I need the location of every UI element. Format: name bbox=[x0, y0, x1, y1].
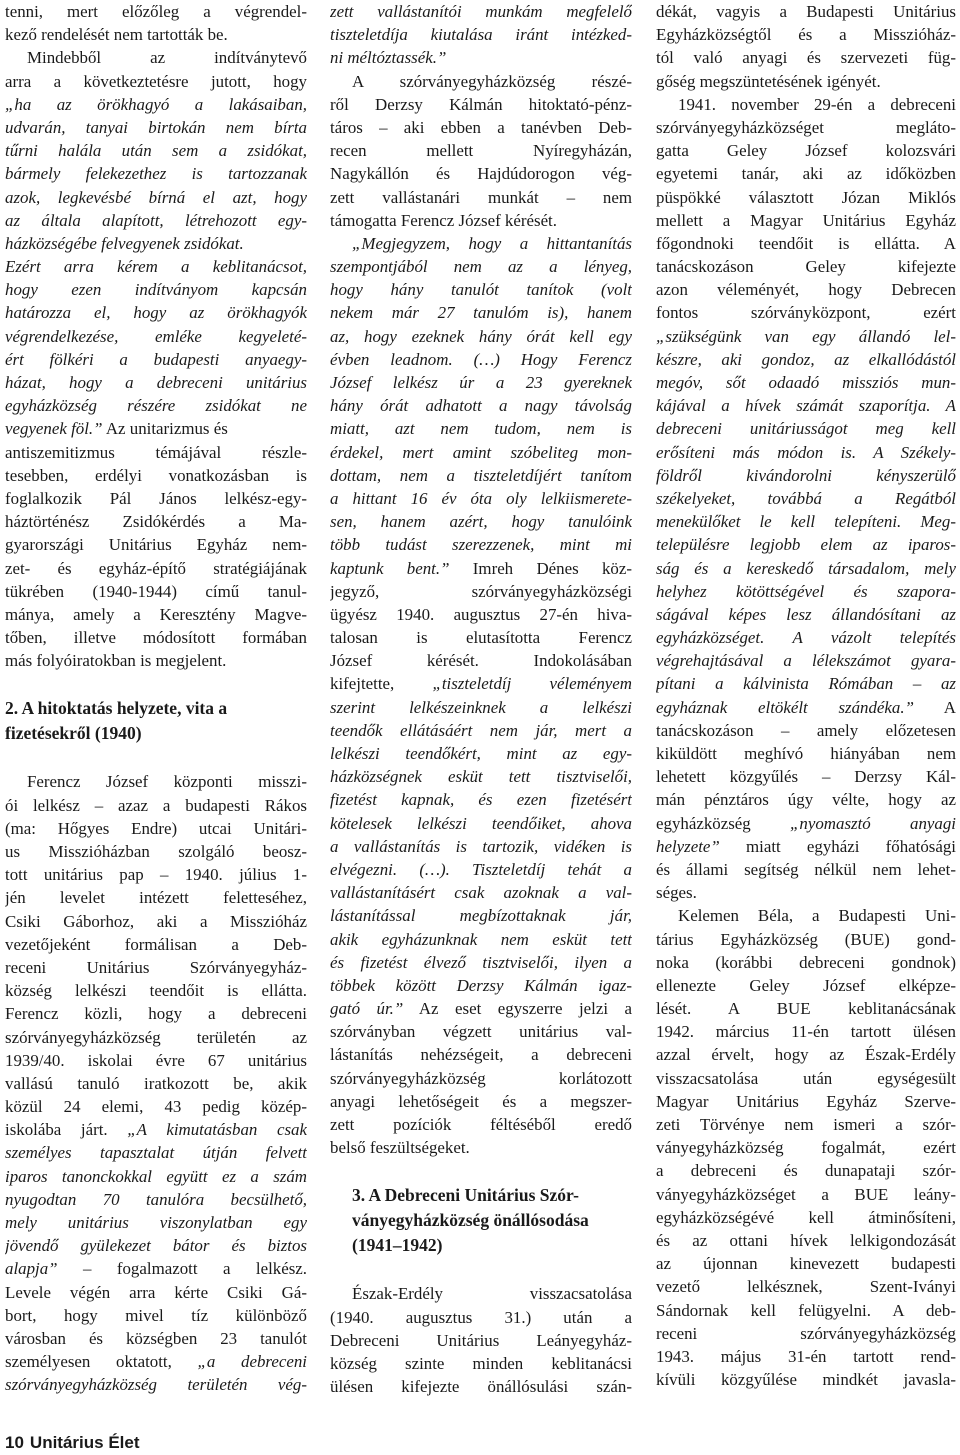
text-line: visszacsatolása után egységesült bbox=[656, 1068, 956, 1088]
text-line: tanácskozáson – amely előzetesen bbox=[656, 720, 956, 740]
quote-line: tűrni halála után sem a zsidókat, bbox=[5, 141, 307, 161]
section-heading-2-cont: fizetésekről (1940) bbox=[5, 723, 142, 744]
text-line: mán pénztáros úgy vélte, hogy az bbox=[656, 790, 956, 810]
quote-span: kaptunk bent.” bbox=[330, 558, 450, 578]
page-number: 10 bbox=[5, 1433, 24, 1452]
article-column-2 bbox=[330, 0, 632, 1398]
quote-line: házközségébe felvegyenek zsidókat. bbox=[5, 233, 244, 253]
text-line: azzal érvelt, hogy az Észak-Erdély bbox=[656, 1045, 956, 1065]
text-line: us Misszióházban szolgáló beosz- bbox=[5, 842, 307, 861]
text-line: Kelemen Béla, a Budapesti Uni- bbox=[678, 906, 956, 926]
text-line: zeti Törvénye nem ismeri a szór- bbox=[656, 1115, 956, 1134]
text-line: Nagykállón és Hajdúdorogon vég- bbox=[330, 164, 632, 184]
quote-span: alapja” bbox=[5, 1259, 58, 1279]
section-heading-3: 3. A Debreceni Unitárius Szór- bbox=[352, 1185, 579, 1206]
quote-line: debreceni unitáriusságot meg kell bbox=[656, 419, 956, 439]
text-line: táros – aki ebben a tanévben Deb- bbox=[330, 117, 632, 137]
text-line: szórványegyházközséget megláto- bbox=[656, 117, 956, 137]
text-line: tott unitárius pap – 1940. július 1- bbox=[5, 865, 307, 885]
quote-line: hogy hány tanulót tanítok (volt bbox=[330, 280, 632, 300]
quote-line: évben leadnom. (…) Hogy Ferencz bbox=[330, 349, 632, 369]
quote-line: miatt, azt nem tudom, nem is bbox=[330, 419, 632, 439]
text-span: – fogalmazott a lelkész. bbox=[57, 1259, 307, 1279]
quote-line: szerint lelkészeinknek a lelkészi bbox=[330, 697, 632, 717]
quote-line: többek között Derzsy Kálmán igaz- bbox=[330, 975, 632, 995]
page-footer bbox=[5, 1433, 140, 1453]
quote-line: szórványegyházközség területén vég- bbox=[5, 1375, 307, 1395]
text-line: más folyóiratokban is megjelent. bbox=[5, 651, 227, 671]
text-line: jegyző, szórványegyházközségi bbox=[330, 581, 632, 601]
quote-line: a hittant 16 év óta oly lelkiismerete- bbox=[330, 488, 632, 508]
text-line: gatta Geley József kolozsvári bbox=[656, 141, 956, 161]
text-line: azon véleményét, hogy Debrecen bbox=[656, 280, 956, 300]
quote-line: zett vallástanítói munkám megfelelő bbox=[330, 2, 632, 21]
text-line: szórványban végzett unitárius val- bbox=[330, 1022, 632, 1042]
text-line: arra a következtetésre jutott, hogy bbox=[5, 71, 307, 91]
text-line: noka (korábbi debreceni gondnok) bbox=[656, 952, 956, 972]
text-line: ről Derzsy Kálmán hitoktató-pénz- bbox=[330, 94, 632, 114]
text-line: vezető lelkésznek, Szent-Iványi bbox=[656, 1277, 956, 1297]
text-line: kező rendelését nem tartották be. bbox=[5, 25, 228, 45]
text-line: lehetett közgyűlés – Derzsy Kál- bbox=[656, 767, 956, 787]
article-column-3 bbox=[656, 0, 956, 1391]
text-span: miatt egyházi főhatósági bbox=[719, 836, 956, 856]
quote-line: vallástanításért csak azoknak a val- bbox=[330, 883, 632, 903]
text-line bbox=[330, 997, 632, 1020]
quote-span: egyháznak eltökélt szándéka.” bbox=[656, 697, 914, 717]
text-line: ói lelkész – azaz a budapesti Rákos bbox=[5, 795, 307, 815]
text-line: városban és községben 23 tanulót bbox=[5, 1328, 307, 1348]
text-line: Csiki Gáborhoz, aki a Misszióház bbox=[5, 911, 307, 931]
section-heading-2: 2. A hitoktatás helyzete, vita a bbox=[5, 698, 228, 719]
text-line: szórványegyházközség korlátozott bbox=[330, 1068, 632, 1088]
quote-line: dottam, nem a tiszteletdíjért tanítom bbox=[330, 465, 632, 485]
quote-line: szempontjából nem az a lényeg, bbox=[330, 257, 632, 277]
quote-line: elvégezni. (…). Tiszteletdíj tehát a bbox=[330, 859, 632, 879]
text-line: község szinte minden keblitanácsi bbox=[330, 1353, 632, 1373]
quote-line: azok, legkevésbé bírná el azt, hogy bbox=[5, 187, 307, 207]
quote-line: ságával képes lesz állandósítani az bbox=[656, 604, 956, 624]
text-line: ügyész 1940. augusztus 27-én hiva- bbox=[330, 604, 632, 624]
quote-line: nekem már 27 tanulóm is), hanem bbox=[330, 303, 632, 323]
quote-line: pítani a kálvinista Rómában – az bbox=[656, 674, 956, 694]
text-line bbox=[656, 696, 956, 719]
quote-line: készre, aki gondoz, az elkallódástól bbox=[656, 349, 956, 369]
quote-line: településre legjobb elem az iparos- bbox=[656, 535, 956, 555]
text-line: tőben, illetve módosított formában bbox=[5, 628, 307, 648]
quote-line: házközségnek esküt tett tisztviselői, bbox=[330, 767, 632, 787]
text-line bbox=[330, 672, 632, 695]
text-span: A bbox=[914, 697, 956, 717]
text-line: A szórványegyházközség részé- bbox=[352, 71, 632, 91]
text-line: lástanítás nehézségeit, a debreceni bbox=[330, 1045, 632, 1065]
quote-line: fizetést kapnak, és ezen fizetésért bbox=[330, 790, 632, 810]
quote-line: „Megjegyzem, hogy a hittantanítás bbox=[352, 233, 632, 253]
text-line: 1942. március 11-én tartott ülésen bbox=[656, 1022, 956, 1042]
text-span: személyesen oktatott, bbox=[5, 1352, 172, 1372]
text-line: (ma: Hőgyes Endre) utcai Unitári- bbox=[5, 818, 307, 838]
text-line: 1943. május 31-én tartott rend- bbox=[656, 1346, 956, 1366]
text-line: lését. A BUE keblitanácsának bbox=[656, 999, 956, 1019]
quote-line: személyes tapasztalat útján felvett bbox=[5, 1143, 307, 1163]
quote-line: lástanítással megbízottaknak jár, bbox=[330, 906, 632, 926]
quote-line: egyházközség részére zsidókat ne bbox=[5, 396, 307, 416]
text-line: közül 24 elemi, 43 pedig közép- bbox=[5, 1097, 307, 1117]
section-heading-3-cont: (1941–1942) bbox=[352, 1235, 443, 1256]
text-line: antiszemitizmus témájával részle- bbox=[5, 442, 307, 462]
text-line: mánya, amely a Keresztény Magve- bbox=[5, 604, 307, 624]
quote-line: „ha az örökhagyó a lakásaiban, bbox=[5, 94, 307, 114]
text-line: vezetőjeként formálisan a Deb- bbox=[5, 934, 307, 954]
quote-line: az, hogy ezeknek hány órát kell egy bbox=[330, 326, 632, 346]
text-line: egyházközségévé kell átminősíteni, bbox=[656, 1207, 956, 1227]
text-line: tól való anyagi és szervezeti füg- bbox=[656, 48, 956, 68]
text-line: és állami segítség nélkül nem lehet- bbox=[656, 859, 956, 879]
quote-line: kájával a hívek számát szaporítja. A bbox=[656, 396, 956, 416]
text-line: séges. bbox=[656, 883, 697, 903]
text-span: Az unitarizmus és bbox=[102, 419, 228, 439]
quote-line: ért fölkéri a budapesti anyaegy- bbox=[5, 349, 307, 369]
text-line: Ferencz József központi misszi- bbox=[27, 772, 307, 792]
text-span: Imreh Dénes köz- bbox=[449, 558, 632, 578]
text-line bbox=[330, 557, 632, 580]
text-line: tesebben, erdélyi vonatkozásban is bbox=[5, 465, 307, 485]
text-line: Észak-Erdély visszacsatolása bbox=[352, 1284, 632, 1304]
quote-line: jövendő gyülekezet bátor és biztos bbox=[5, 1236, 307, 1256]
text-line: támogatta Ferencz József kérését. bbox=[330, 210, 557, 230]
quote-line: hogy ezen indítványom kapcsán bbox=[5, 280, 307, 300]
quote-line: egyházközséget. A vázolt telepítés bbox=[656, 628, 956, 648]
quote-line: ni méltóztassék.” bbox=[330, 48, 447, 68]
quote-line: lelkészi teendőkért, mint az egy- bbox=[330, 744, 632, 763]
text-line: zett pozíciók féltéséből eredő bbox=[330, 1115, 632, 1134]
text-line: foglalkozik Pál János lelkész-egy- bbox=[5, 488, 307, 508]
journal-name: Unitárius Élet bbox=[29, 1433, 140, 1452]
quote-line: nyugodtan 70 tanulóra becsülhető, bbox=[5, 1189, 307, 1209]
text-line: püspökké választott Józan Miklós bbox=[656, 187, 956, 207]
quote-line: érdekel, mert amint szóbeliteg mon- bbox=[330, 442, 632, 462]
quote-line: és fizetést élvező tisztviselői, ilyen a bbox=[330, 952, 632, 972]
text-line: vallású tanuló iratkozott be, akik bbox=[5, 1073, 307, 1093]
text-line: kiküldött meghívó hiányában nem bbox=[656, 744, 956, 763]
quote-line: több tudást szerezzenek, mint mi bbox=[330, 535, 632, 555]
text-line: ványegyházközséget a BUE leány- bbox=[656, 1184, 956, 1204]
quote-line: ság és a kereskedő társadalom, mely bbox=[656, 558, 956, 578]
quote-line: tiszteletdíja kiutalása iránt intézked- bbox=[330, 25, 632, 45]
quote-line: akik egyházunknak nem esküt tett bbox=[330, 929, 632, 949]
text-line: Debreceni Unitárius Leányegyház- bbox=[330, 1330, 632, 1350]
quote-line: határozza el, hogy az örökhagyók bbox=[5, 303, 307, 323]
text-line: ellenezte Geley József elképze- bbox=[656, 975, 956, 995]
quote-line: végrendelkezése, emléke kegyeleté- bbox=[5, 326, 307, 346]
quote-line: hány órát adhatott a nagy távolság bbox=[330, 396, 632, 416]
quote-span: „tiszteletdíj véleményem bbox=[394, 674, 632, 694]
text-line: zet- és egyház-építő stratégiájának bbox=[5, 558, 307, 578]
quote-line: udvarán, tanyai birtokán nem bírta bbox=[5, 117, 307, 137]
quote-line: Ezért arra kérem a keblitanácsot, bbox=[5, 257, 307, 277]
text-line: gőség megszüntetésének igényét. bbox=[656, 71, 881, 91]
text-line: Levele végén arra kérte Csiki Gá- bbox=[5, 1282, 307, 1302]
quote-span: vegyenek föl.” bbox=[5, 419, 103, 439]
quote-line: „szükségünk van egy állandó lel- bbox=[656, 326, 956, 346]
quote-line: földről kivándorolni kényszerülő bbox=[656, 465, 956, 485]
text-line: gyarországi Unitárius Egyház nem- bbox=[5, 535, 307, 555]
quote-line: iparos tanonckokkal együtt ez a szám bbox=[5, 1166, 307, 1186]
text-line: bort, hogy mivel tíz különböző bbox=[5, 1305, 307, 1325]
text-line: jén levelet intézett feletteséhez, bbox=[5, 888, 307, 908]
text-line: Egyházközségtől és a Misszióház- bbox=[656, 25, 956, 45]
text-line: belső feszültségeket. bbox=[330, 1138, 470, 1158]
text-line: ványegyházközség fogalmát, ezért bbox=[656, 1138, 956, 1158]
text-line: szórványegyházközség területén az bbox=[5, 1027, 307, 1047]
text-line: egyetemi tanár, aki az időközben bbox=[656, 164, 956, 184]
text-line: Mindebből az indítványtevő bbox=[27, 48, 307, 68]
text-line bbox=[5, 1118, 307, 1141]
quote-line: mely unitárius viszonylatban egy bbox=[5, 1213, 307, 1232]
quote-span: helyzete” bbox=[656, 836, 720, 856]
text-line: ülésen kifejezte önállósulási szán- bbox=[330, 1377, 632, 1397]
text-line: község lelkészi teendőit is ellátta. bbox=[5, 981, 307, 1001]
quote-line: helyhez kötöttségével és szapora- bbox=[656, 581, 956, 601]
quote-line: teendők ellátásáért nem jár, mert a bbox=[330, 720, 632, 740]
text-line: receni Unitárius Szórványegyház- bbox=[5, 957, 307, 977]
quote-line: székelyeket, továbbá a Regátból bbox=[656, 488, 956, 508]
text-line: Magyar Unitárius Egyház Szerve- bbox=[656, 1091, 956, 1111]
text-line: fontos szórványközpont, ezért bbox=[656, 303, 956, 323]
text-line: kívüli közgyűlése mindkét javasla- bbox=[656, 1370, 956, 1390]
section-heading-3-cont: ványegyházközség önállósodása bbox=[352, 1210, 589, 1231]
text-line: tenni, mert előzőleg a végrendel- bbox=[5, 2, 307, 21]
quote-line: bármely felekezethez is tartozzanak bbox=[5, 164, 307, 184]
text-line: tárius Egyházközség (BUE) gond- bbox=[656, 929, 956, 949]
text-line: 1939/40. iskolai évre 67 unitárius bbox=[5, 1050, 307, 1070]
text-line: háztörténész Zsidókérdés a Ma- bbox=[5, 512, 307, 532]
text-line: mellett a Magyar Unitárius Egyház bbox=[656, 210, 956, 230]
text-line: Ferencz közli, hogy a debreceni bbox=[5, 1004, 307, 1024]
text-line bbox=[656, 812, 956, 835]
text-line bbox=[656, 835, 956, 858]
text-line: tanácskozáson Geley kifejezte bbox=[656, 257, 956, 277]
quote-line: József lelkész úr a 23 gyereknek bbox=[330, 373, 632, 392]
text-line: Sándornak kell felügyelni. A deb- bbox=[656, 1300, 956, 1320]
quote-span: „nyomasztó anyagi bbox=[750, 813, 956, 833]
text-line: recen mellett Nyíregyházán, bbox=[330, 141, 632, 161]
quote-line: a vallástanítás is tartozik, vidéken is bbox=[330, 836, 632, 856]
text-line: talosan is elutasította Ferencz bbox=[330, 628, 632, 648]
text-span: iskolába járt. bbox=[5, 1120, 108, 1140]
quote-line: kötelesek lelkészi teendőiket, ahova bbox=[330, 813, 632, 833]
text-span: kifejtette, bbox=[330, 674, 395, 694]
quote-line: az általa alapított, létrehozott egy- bbox=[5, 210, 307, 230]
text-line: (1940. augusztus 31.) után a bbox=[330, 1307, 632, 1327]
text-line: zett vallástanári munkát – nem bbox=[330, 187, 632, 207]
quote-line: végrehajtásával a lélekszámot gyara- bbox=[656, 651, 956, 671]
text-line: a debreceni és dunapataji szór- bbox=[656, 1161, 956, 1181]
text-line: főgondnoki teendőit is ellátta. A bbox=[656, 233, 956, 253]
text-span: Az eset egyszerre jelzi a bbox=[403, 999, 632, 1019]
text-line: dékát, vagyis a Budapesti Unitárius bbox=[656, 2, 956, 21]
quote-line: sen, hanem azért, hogy tanulóink bbox=[330, 512, 632, 532]
text-line: 1941. november 29-én a debreceni bbox=[678, 94, 956, 114]
text-line: receni szórványegyházközség bbox=[656, 1323, 956, 1343]
text-span: egyházközség bbox=[656, 813, 751, 833]
text-line: József kérését. Indokolásában bbox=[330, 651, 632, 671]
quote-span: „A kimutatásban csak bbox=[107, 1120, 307, 1140]
quote-line: menekülőket le kell telepíteni. Meg- bbox=[656, 512, 956, 532]
quote-line: erősíteni más módon is. A Székely- bbox=[656, 442, 956, 462]
text-line: az újonnan kinevezett budapesti bbox=[656, 1254, 956, 1274]
quote-line: megóv, sőt odaadó missziós mun- bbox=[656, 373, 956, 392]
text-line: tükrében (1940-1944) című tanul- bbox=[5, 581, 307, 601]
text-line bbox=[5, 1257, 307, 1280]
quote-line: házat, hogy a debreceni unitárius bbox=[5, 373, 307, 392]
text-line bbox=[5, 417, 307, 440]
text-line: anyagi lehetőségeit és a megszer- bbox=[330, 1091, 632, 1111]
quote-span: „a debreceni bbox=[171, 1352, 307, 1372]
text-line bbox=[5, 1350, 307, 1373]
quote-span: gató úr.” bbox=[330, 999, 404, 1019]
text-line: és az ottani hívek lelkigondozását bbox=[656, 1230, 956, 1250]
article-column-1 bbox=[5, 0, 307, 1397]
